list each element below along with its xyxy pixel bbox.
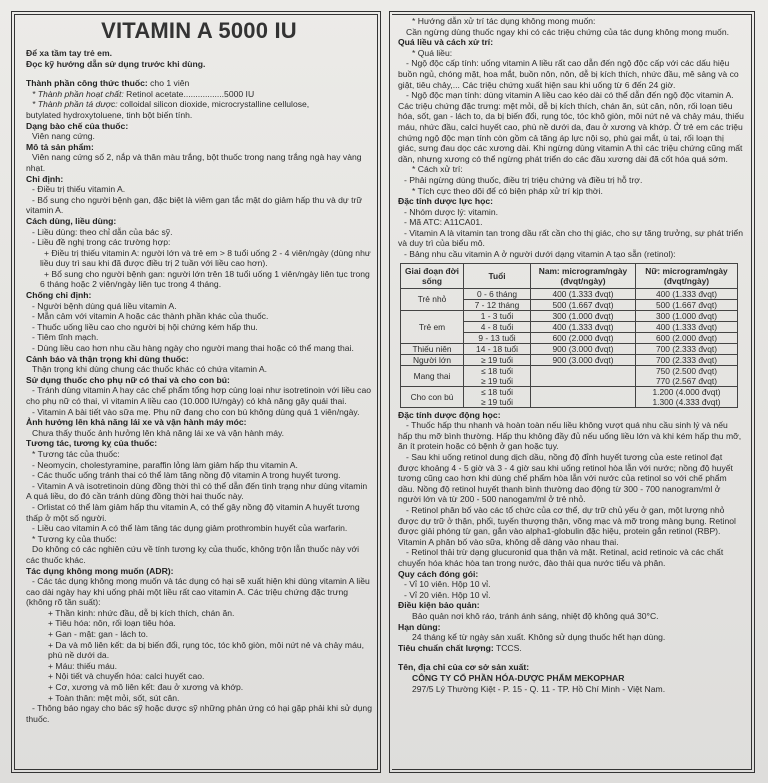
shelf-life-heading: Hạn dùng: — [398, 621, 441, 632]
dosage-sub: + Bổ sung cho người bệnh gan: người lớn trên 18 tuổi uống 1 viên/ngày liên tục trong 6 tháng hoặc 2 viên/ngày liên tục trong 4 tháng. — [40, 268, 370, 290]
overdose-monitor: * Tích cực theo dõi để có biện pháp xử trí kịp thời. — [412, 185, 603, 196]
packaging-heading: Quy cách đóng gói: — [398, 568, 479, 579]
description-heading: Mô tả sản phẩm: — [26, 141, 94, 152]
pregnancy-item: - Vitamin A bài tiết vào sữa mẹ. Phụ nữ đang cho con bú không dùng quá 1 viên/ngày. — [32, 406, 360, 417]
table-header-row — [401, 263, 738, 288]
adr-item: + Cơ, xương và mô liên kết: đau ở xương và khớp. — [48, 682, 244, 693]
table-row: 4 - 8 tuổi 400 (1.333 đvqt) 400 (1.333 đvqt) — [401, 321, 738, 332]
pregnancy-item: - Tránh dùng vitamin A hay các chế phẩm tổng hợp cùng loại như isotretinoin với liều cao cho phụ nữ có thai, vì vitamin A liều cao (10.000 IU/ngày) có khả năng gây quái thai. — [26, 385, 372, 406]
driving-text: Chưa thấy thuốc ảnh hưởng lên khả năng lái xe và vận hành máy. — [32, 427, 285, 438]
adr-handling-heading: * Hướng dẫn xử trí tác dụng không mong muốn: — [412, 16, 596, 26]
left-column — [26, 14, 372, 724]
dosage-heading: Cách dùng, liều dùng: — [26, 215, 117, 226]
adr-item: + Thần kinh: nhức đầu, dễ bị kích thích, chán ăn. — [48, 607, 235, 618]
packaging-item: - Vỉ 10 viên. Hộp 10 vỉ. — [404, 579, 491, 590]
table-row: Cho con bú ≤ 18 tuổi 1.200 (4.000 đvqt) — [401, 386, 738, 397]
adr-intro: - Các tác dụng không mong muốn và tác dụng có hại sẽ xuất hiện khi dùng vitamin A liều cao dài ngày hay khi uống phải một liều rất cao vitamin A. Các triệu chứng đặc trưng (không rõ tần suất): — [26, 576, 370, 608]
adr-item: + Toàn thân: mệt mỏi, sốt, sút cân. — [48, 692, 180, 703]
dosage-form-heading: Dạng bào chế của thuốc: — [26, 120, 129, 131]
contraindications-heading: Chống chỉ định: — [26, 290, 92, 301]
contraindication-item: - Người bệnh dùng quá liều vitamin A. — [32, 300, 177, 311]
overdose-treatment-heading: * Cách xử trí: — [412, 164, 463, 175]
table-row: Trẻ em 1 - 3 tuổi 300 (1.000 đvqt) 300 (1.000 đvqt) — [401, 310, 738, 321]
table-row: ≥ 19 tuổi 770 (2.567 đvqt) — [401, 376, 738, 387]
contraindication-item: - Mẫn cảm với vitamin A hoặc các thành phần khác của thuốc. — [32, 311, 269, 322]
stage-cell: Trẻ nhỏ — [401, 288, 464, 310]
active-ingredient: * Thành phần hoạt chất: Retinol acetate.................5000 IU — [32, 88, 255, 99]
table-row: Trẻ nhỏ 0 - 6 tháng 400 (1.333 đvqt) 400 (1.333 đvqt) — [401, 288, 738, 299]
table-row: 7 - 12 tháng 500 (1.667 đvqt) 500 (1.667 đvqt) — [401, 299, 738, 310]
pharmacodynamics-item: - Mã ATC: A11CA01. — [404, 217, 483, 228]
adr-item: + Máu: thiếu máu. — [48, 660, 118, 671]
pharmacokinetics-item: - Thuốc hấp thu nhanh và hoàn toàn nếu liều không vượt quá nhu cầu sinh lý và nếu hấp thu mỡ bình thường. Hấp thu không đầy đủ nếu uống liều lớn và khi kém hấp thu mỡ, ăn ít protein hoặc có bệnh ở gan hoặc tụy. — [398, 420, 742, 452]
precautions-heading: Cảnh báo và thận trọng khi dùng thuốc: — [26, 353, 189, 364]
storage-heading: Điều kiện bảo quản: — [398, 600, 480, 611]
interaction-item: - Liều cao vitamin A có thể làm tăng tác dụng giảm prothrombin huyết của warfarin. — [32, 523, 348, 534]
shelf-life-text: 24 tháng kể từ ngày sản xuất. Không sử dụng thuốc hết hạn dùng. — [412, 632, 666, 643]
col-header-age: Tuổi — [464, 263, 531, 288]
stage-cell: Thiếu niên — [401, 343, 464, 354]
dosage-line: - Liều đề nghị trong các trường hợp: — [32, 237, 171, 248]
stage-cell: Người lớn — [401, 354, 464, 365]
interaction-item: - Orlistat có thể làm giảm hấp thu vitamin A, có thể gây nồng độ vitamin A huyết tương thấp ở một số người. — [26, 501, 360, 523]
pharmacodynamics-item: - Nhóm dược lý: vitamin. — [404, 206, 499, 217]
adr-notify: - Thông báo ngay cho bác sỹ hoặc dược sỹ những phản ứng có hại gặp phải khi sử dụng thuốc. — [26, 703, 372, 724]
indications-heading: Chỉ định: — [26, 173, 64, 184]
adr-item: + Tiêu hóa: nôn, rối loạn tiêu hóa. — [48, 618, 176, 629]
pharmacokinetics-item: - Sau khi uống retinol dung dịch dầu, nồng độ đỉnh huyết tương của este retinol đạt được khoảng 4 - 5 giờ và 3 - 4 giờ sau khi uống retinol hòa lẫn với nước; nồng độ huyết tương cũng cao hơn khi dùng chế phẩm hòa lẫn với nước của retinol so với chế phẩm dầu. Nồng độ retinol huyết thanh bình thường dao động từ 300 - 700 nanogram/ml ở người lớn và từ 200 - 500 nanogam/ml ở trẻ nhỏ. — [398, 452, 733, 505]
incompatibility-text: Do không có các nghiên cứu về tính tương kỵ của thuốc, không trộn lẫn thuốc này với các thuốc khác. — [26, 544, 360, 565]
interaction-item: - Các thuốc uống tránh thai có thể làm tăng nồng độ vitamin A trong huyết tương. — [32, 470, 341, 481]
right-column — [398, 16, 744, 694]
adr-handling-text: Cần ngừng dùng thuốc ngay khi có các triệu chứng của tác dụng không mong muốn. — [406, 26, 729, 37]
pharmacokinetics-item: - Retinol phân bố vào các tổ chức của cơ thể, dự trữ chủ yếu ở gan, một lượng nhỏ được dự trữ ở thận, phổi, tuyến thượng thận, võng mạc và mỡ trong màng bụng. Retinol được giải phóng từ gan, gắn vào alpha1-globulin đặc hiệu, protein gắn retinol (RBP). Vitamin A phân bố vào sữa, không dễ dàng vào nhau thai. — [398, 505, 736, 547]
dosage-sub: + Điều trị thiếu vitamin A: người lớn và trẻ em > 8 tuổi uống 2 - 4 viên/ngày (dùng như liều duy trì sau khi đã được điều trị 2 tuần với liều cao hơn). — [40, 247, 371, 269]
overdose-treatment-text: - Phải ngừng dùng thuốc, điều trị triệu chứng và điều trị hỗ trợ. — [404, 174, 643, 185]
interaction-item: - Vitamin A và isotretinoin dùng đồng thời thì có thể dẫn đến tình trạng như dùng vitamin A quá liều, do đó cần tránh dùng đồng thời hai thuốc này. — [26, 480, 368, 502]
contraindication-item: - Thuốc uống liều cao cho người bị hội chứng kém hấp thu. — [32, 321, 258, 332]
stage-cell: Trẻ em — [401, 310, 464, 343]
table-row: 9 - 13 tuổi 600 (2.000 đvqt) 600 (2.000 đvqt) — [401, 332, 738, 343]
pharmacodynamics-heading: Đặc tính dược lực học: — [398, 196, 493, 207]
overdose-heading: Quá liều và cách xử trí: — [398, 37, 494, 48]
vitamin-a-requirement-table — [400, 263, 738, 408]
table-row: Mang thai ≤ 18 tuổi 750 (2.500 đvqt) — [401, 365, 738, 376]
pharmacokinetics-item: - Retinol thải trừ dạng glucuronid qua thận và mật. Retinal, acid retinoic và các chất chuyển hóa khác hòa tan trong nước, đào thải qua nước tiểu và phân. — [398, 547, 724, 568]
table-row: Người lớn ≥ 19 tuổi 900 (3.000 đvqt) 700 (2.333 đvqt) — [401, 354, 738, 365]
contraindication-item: - Dùng liều cao hơn nhu cầu hàng ngày cho người mang thai hoặc có thể mang thai. — [32, 343, 354, 354]
storage-text: Bảo quản nơi khô ráo, tránh ánh sáng, nhiệt độ không quá 30°C. — [412, 610, 659, 621]
manufacturer-heading: Tên, địa chỉ của cơ sở sản xuất: — [398, 662, 530, 673]
dosage-form-text: Viên nang cứng. — [32, 131, 95, 142]
dosage-line: - Liều dùng: theo chỉ dẫn của bác sỹ. — [32, 226, 173, 237]
excipients-cont: butylated hydroxytoluene, tinh bột biến tính. — [26, 109, 193, 120]
interaction-item: - Neomycin, cholestyramine, paraffin lỏng làm giảm hấp thu vitamin A. — [32, 459, 298, 470]
excipients: * Thành phần tá dược: colloidal silicon dioxide, microcrystalline cellulose, — [32, 99, 310, 110]
warning-children: Để xa tầm tay trẻ em. — [26, 48, 112, 58]
table-row: Thiếu niên 14 - 18 tuổi 900 (3.000 đvqt) 700 (2.333 đvqt) — [401, 343, 738, 354]
incompatibility-heading: * Tương kỵ của thuốc: — [32, 533, 117, 544]
stage-cell: Cho con bú — [401, 386, 464, 407]
manufacturer-address: 297/5 Lý Thường Kiệt - P. 15 - Q. 11 - TP. Hồ Chí Minh - Việt Nam. — [412, 683, 666, 694]
adr-heading: Tác dụng không mong muốn (ADR): — [26, 565, 174, 576]
adr-item: + Nội tiết và chuyển hóa: calci huyết cao. — [48, 671, 205, 682]
packaging-item: - Vỉ 20 viên. Hộp 10 vỉ. — [404, 589, 491, 600]
product-title: VITAMIN A 5000 IU — [101, 18, 297, 43]
adr-item: + Da và mô liên kết: da bị biến đổi, rụng tóc, tóc khô giòn, môi nứt nẻ và chảy máu, phù nề dưới da. — [48, 639, 365, 661]
interactions-heading: Tương tác, tương kỵ của thuốc: — [26, 438, 158, 449]
indication-item: - Điều trị thiếu vitamin A. — [32, 184, 126, 195]
manufacturer-name: CÔNG TY CỔ PHẦN HÓA-DƯỢC PHẨM MEKOPHAR — [412, 672, 625, 683]
precautions-text: Thận trọng khi dùng chung các thuốc khác có chứa vitamin A. — [32, 364, 268, 375]
pharmacodynamics-item: - Bảng nhu cầu vitamin A ở người dưới dạng vitamin A tạo sẵn (retinol): — [404, 249, 676, 260]
composition-section: Thành phần công thức thuốc: cho 1 viên — [26, 78, 190, 89]
overdose-acute: - Ngộ độc cấp tính: uống vitamin A liều rất cao dẫn đến ngộ độc cấp với các dấu hiệu buồn ngủ, chóng mặt, hoa mắt, buồn nôn, nôn, dễ bị kích thích, nhức đầu, mê sảng và co giật, tiêu chảy,... Các triệu chứng xuất hiện sau khi uống từ 6 đến 24 giờ. — [398, 58, 739, 90]
overdose-subheading: * Quá liều: — [412, 47, 453, 58]
driving-heading: Ảnh hưởng lên khả năng lái xe và vận hành máy móc: — [26, 417, 247, 428]
adr-item: + Gan - mật: gan - lách to. — [48, 629, 149, 640]
pharmacokinetics-heading: Đặc tính dược động học: — [398, 409, 501, 420]
col-header-male: Nam: microgram/ngày (đvqt/ngày) — [531, 263, 636, 288]
warning-read-instructions: Đọc kỹ hướng dẫn sử dụng trước khi dùng. — [26, 58, 206, 69]
stage-cell: Mang thai — [401, 365, 464, 386]
indication-item: - Bổ sung cho người bệnh gan, đặc biệt là viêm gan tắc mật do giảm hấp thu và dự trữ vitamin A. — [26, 194, 363, 216]
description-text: Viên nang cứng số 2, nắp và thân màu trắng, bột thuốc trong nang trắng ngà hay vàng nhạt. — [26, 152, 362, 173]
interactions-subheading: * Tương tác của thuốc: — [32, 448, 120, 459]
col-header-female: Nữ: microgram/ngày (đvqt/ngày) — [635, 263, 737, 288]
pregnancy-heading: Sử dụng thuốc cho phụ nữ có thai và cho con bú: — [26, 374, 230, 385]
pharmacodynamics-item: - Vitamin A là vitamin tan trong dầu rất cần cho thị giác, cho sự tăng trưởng, sự phát triển và duy trì của biểu mô. — [398, 227, 743, 249]
overdose-chronic: - Ngộ độc mạn tính: dùng vitamin A liều cao kéo dài có thể dẫn đến ngộ độc vitamin A. Các triệu chứng đặc trưng: mệt mỏi, dễ bị kích thích, chán ăn, sút cân, nôn, rối loạn tiêu hóa, sốt, gan - lách to, da bị biến đổi, rụng tóc, tóc khô giòn, môi nứt nẻ và chảy máu, thiếu máu, nhức đầu, calci huyết cao, phù nề dưới da, đau ở xương và khớp. Ở trẻ em các triệu chứng ngộ độc mạn tính còn gồm cả tăng áp lực nội sọ, phù gai mắt, ù tai, rối loạn thị giác, sưng đau dọc các xương dài. Khi ngừng dùng vitamin A thì các triệu chứng cũng mất dần, nhưng xương có thể ngừng phát triển do các đầu xương dài đã cốt hóa quá sớm. — [398, 90, 744, 164]
contraindication-item: - Tiêm tĩnh mạch. — [32, 332, 99, 343]
col-header-stage: Giai đoạn đời sống — [401, 263, 464, 288]
table-row: ≥ 19 tuổi 1.300 (4.333 đvqt) — [401, 397, 738, 408]
quality-standard: Tiêu chuẩn chất lượng: TCCS. — [398, 642, 522, 653]
